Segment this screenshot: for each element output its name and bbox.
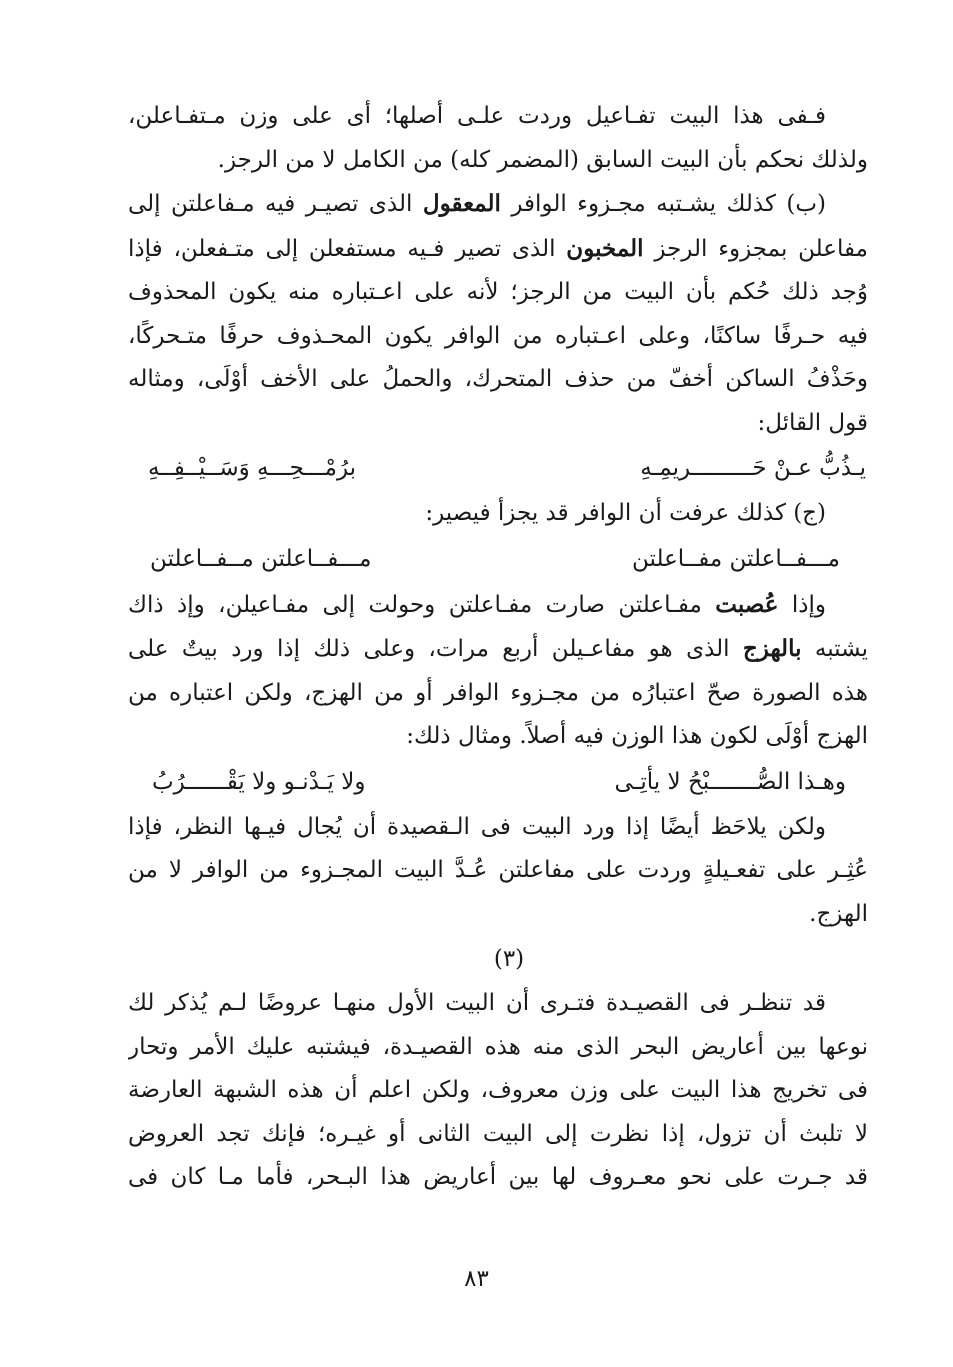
- text-run: مفاعلن بمجزوء الرجز: [643, 235, 868, 262]
- text-line: [128, 627, 868, 672]
- text-line: فـفى هذا البيت تفـاعيل وردت علـى أصلها؛ أى على وزن مـتفـاعلن،: [128, 103, 826, 129]
- text-run: الذى تصير فـيه مستفعلن إلى متـفعلن، فإذا: [128, 235, 567, 262]
- verse-second-hemistich: ولا يَـدْنـو ولا يَقْــــــرُبُ: [152, 768, 366, 795]
- text-line: هذه الصورة صحّ اعتبارُه من مجـزوء الوافر أو من الهزج، ولكن اعتباره من: [128, 679, 868, 706]
- text-run: مفـاعلتن صارت مفـاعلتن وحولت إلى مفـاعيلن، وإذ ذاك: [128, 591, 716, 618]
- text-line: عُثِـر على تفعـيلةٍ وردت على مفاعلتن عُـدَّ البيت المجـزوء من الوافر لا من: [128, 857, 868, 883]
- text-line: قد تنظـر فى القصيـدة فتـرى أن البيت الأول منهـا عروضًا لـم يُذكر لك: [128, 990, 826, 1016]
- text-line: فى تخريج هذا البيت على وزن معروف، ولكن اعلم أن هذه الشبهة العارضة: [128, 1077, 868, 1103]
- text-run: وإذا: [778, 591, 826, 618]
- text-run: الذى هو مفاعـيلن أربع مرات، وعلى ذلك إذا ورد بيتٌ على: [128, 636, 743, 662]
- text-line: [128, 583, 868, 628]
- text-line: الهزج أوْلَى لكون هذا الوزن فيه أصلاً. ومثال ذلك:: [406, 723, 868, 749]
- text-line: ولكن يلاحَظ أيضًا إذا ورد البيت فى الـقصيدة أن يُجال فيـها النظر، فإذا: [128, 813, 826, 840]
- text-line: ولذلك نحكم بأن البيت السابق (المضمر كله) من الكامل لا من الرجز.: [217, 146, 868, 173]
- text-line: [128, 182, 868, 227]
- text-line: نوعها بين أعاريض البحر الذى منه هذه القصيـدة، فيشتبه عليك الأمر وتحار: [128, 1033, 868, 1060]
- verse-first-hemistich: يـذُبُّ عـنْ حَـــــــــريمِـهِ: [640, 455, 866, 481]
- verse-first-hemistich: مـــفــاعلتن مفــاعلتن: [632, 545, 840, 572]
- section-heading: (٣): [493, 946, 525, 972]
- page-content: [128, 95, 868, 1200]
- term-bold: عُصبت: [715, 590, 779, 618]
- term-bold: المخبون: [566, 234, 644, 262]
- text-line: وحَذْفُ الساكن أخفّ من حذف المتحرك، والحملُ على الأخف أوْلَى، ومثاله: [128, 366, 868, 392]
- text-line: [128, 227, 868, 272]
- text-line: قد جـرت على نحو معـروف لها بين أعاريض هذا البـحر، فأما مـا كان فى: [128, 1164, 868, 1190]
- verse-line: [128, 536, 868, 583]
- verse-first-hemistich: وهـذا الصُّـــــــبْحُ لا يأتِـى: [614, 768, 846, 795]
- text-line: فيه حـرفًا ساكنًا، وعلى اعـتباره من الوافر يكون المحـذوف حرفًا متـحركًا،: [128, 322, 868, 349]
- term-bold: المعقول: [422, 190, 501, 217]
- text-run: الذى تصيـر فيه مـفاعلتن إلى: [128, 191, 423, 217]
- text-run: يشتبه: [801, 636, 868, 662]
- text-line: قول القائل:: [757, 409, 868, 436]
- text-line: الهزج.: [809, 900, 868, 927]
- text-line: (ج) كذلك عرفت أن الوافر قد يجزأ فيصير:: [425, 500, 826, 526]
- text-run: (ب) كذلك يشـتبه مجـزوء الوافر: [500, 191, 826, 217]
- verse-second-hemistich: برُمْـــحِـــهِ وَسَــيْــفِــهِ: [148, 455, 357, 481]
- text-line: وُجد ذلك حُكم بأن البيت من الرجز؛ لأنه على اعـتباره منه يكون المحذوف: [128, 279, 868, 305]
- verse-line: [128, 759, 868, 806]
- page-number: ٨٣: [464, 1266, 489, 1292]
- verse-line: [128, 445, 868, 492]
- term-bold: بالهزج: [742, 635, 802, 662]
- text-line: لا تلبث أن تزول، إذا نظرت إلى البيت الثانى أو غيـره؛ فإنك تجد العروض: [128, 1120, 868, 1147]
- verse-second-hemistich: مـــفــاعلتن مــفــاعلتن: [150, 545, 372, 572]
